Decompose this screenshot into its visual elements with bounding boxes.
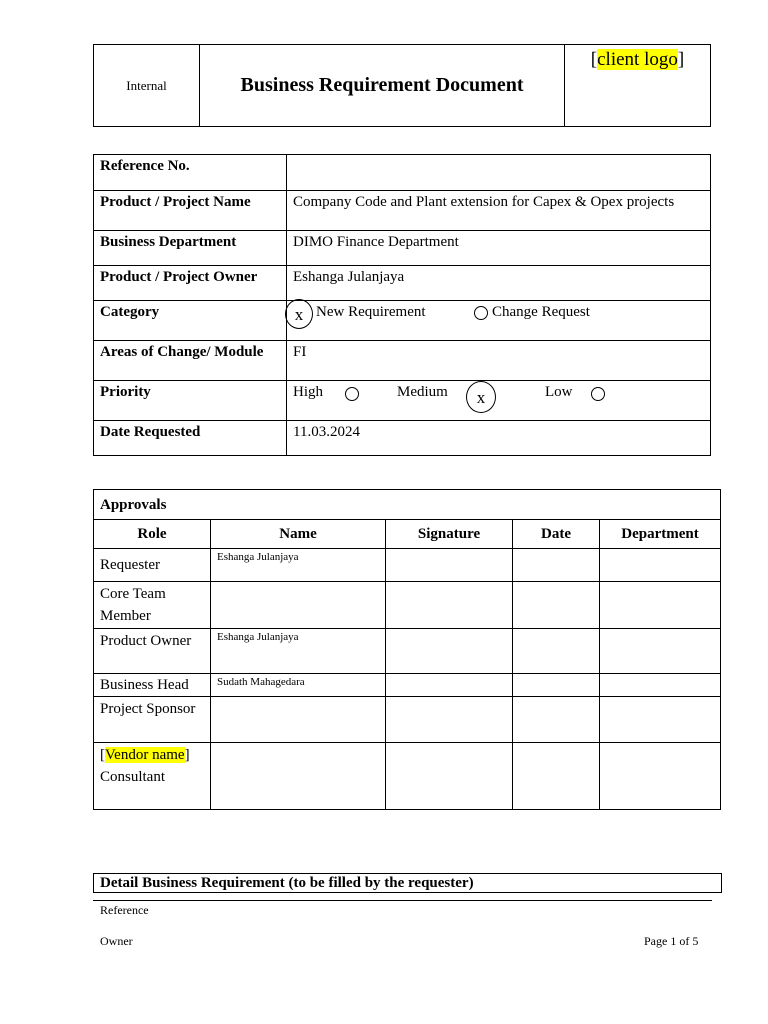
vendor-bracket-open: [ bbox=[100, 747, 105, 763]
project-name-label: Product / Project Name bbox=[94, 191, 287, 231]
approvals-table bbox=[93, 489, 721, 810]
role-cell: Business Head bbox=[94, 674, 211, 697]
approvals-title: Approvals bbox=[94, 490, 721, 520]
name-cell bbox=[211, 582, 386, 629]
footer-reference-label: Reference bbox=[100, 903, 149, 917]
department-label: Business Department bbox=[94, 231, 287, 266]
department-cell bbox=[600, 697, 721, 743]
page-number: Page 1 of 5 bbox=[644, 934, 699, 948]
signature-cell bbox=[386, 582, 513, 629]
table-row bbox=[94, 697, 721, 743]
signature-cell bbox=[386, 743, 513, 810]
date-cell bbox=[513, 674, 600, 697]
department-cell bbox=[600, 674, 721, 697]
priority-options bbox=[287, 381, 711, 421]
name-cell: Sudath Mahagedara bbox=[211, 674, 386, 697]
priority-label: Priority bbox=[94, 381, 287, 421]
option-change-request: Change Request bbox=[492, 304, 590, 320]
table-row bbox=[94, 582, 721, 629]
column-header-date: Date bbox=[513, 520, 600, 549]
department-cell bbox=[600, 629, 721, 674]
column-header-role: Role bbox=[94, 520, 211, 549]
priority-high-radio-icon bbox=[345, 387, 359, 401]
date-cell bbox=[513, 629, 600, 674]
logo-bracket-close: ] bbox=[677, 49, 685, 70]
role-cell: Product Owner bbox=[94, 629, 211, 674]
document-title: Business Requirement Document bbox=[200, 45, 565, 127]
department-value: DIMO Finance Department bbox=[287, 231, 711, 266]
consultant-label: Consultant bbox=[100, 769, 166, 785]
owner-label: Product / Project Owner bbox=[94, 266, 287, 301]
priority-medium-label: Medium bbox=[397, 384, 448, 400]
option-new-requirement: New Requirement bbox=[316, 304, 426, 320]
category-label: Category bbox=[94, 301, 287, 341]
change-request-radio-icon bbox=[474, 306, 488, 320]
vendor-name-placeholder: Vendor name bbox=[105, 747, 185, 763]
signature-cell bbox=[386, 697, 513, 743]
signature-cell bbox=[386, 674, 513, 697]
client-logo-placeholder bbox=[565, 45, 711, 127]
role-cell bbox=[94, 743, 211, 810]
signature-cell bbox=[386, 549, 513, 582]
table-row bbox=[94, 629, 721, 674]
signature-cell bbox=[386, 629, 513, 674]
category-options bbox=[287, 301, 711, 341]
priority-low-radio-icon bbox=[591, 387, 605, 401]
name-cell bbox=[211, 743, 386, 810]
table-row bbox=[94, 674, 721, 697]
role-cell: Core Team Member bbox=[94, 582, 211, 629]
date-cell bbox=[513, 743, 600, 810]
department-cell bbox=[600, 549, 721, 582]
role-cell: Requester bbox=[94, 549, 211, 582]
document-header bbox=[93, 44, 711, 127]
name-cell: Eshanga Julanjaya bbox=[211, 629, 386, 674]
footer-owner-label: Owner bbox=[100, 934, 133, 948]
areas-value: FI bbox=[287, 341, 711, 381]
reference-value bbox=[287, 155, 711, 191]
date-cell bbox=[513, 582, 600, 629]
category-selected-mark: x bbox=[285, 299, 313, 329]
name-cell bbox=[211, 697, 386, 743]
priority-low-label: Low bbox=[545, 384, 573, 400]
vendor-bracket-close: ] bbox=[184, 747, 190, 763]
classification-label: Internal bbox=[94, 45, 200, 127]
footer-divider bbox=[93, 900, 712, 901]
department-cell bbox=[600, 582, 721, 629]
column-header-signature: Signature bbox=[386, 520, 513, 549]
areas-label: Areas of Change/ Module bbox=[94, 341, 287, 381]
detail-requirement-heading: Detail Business Requirement (to be filled by the requester) bbox=[93, 873, 722, 893]
name-cell: Eshanga Julanjaya bbox=[211, 549, 386, 582]
project-name-value: Company Code and Plant extension for Capex & Opex projects bbox=[287, 191, 711, 231]
client-logo-text: client logo bbox=[597, 49, 678, 70]
date-cell bbox=[513, 549, 600, 582]
priority-selected-mark: x bbox=[466, 381, 496, 413]
date-cell bbox=[513, 697, 600, 743]
date-requested-label: Date Requested bbox=[94, 421, 287, 456]
column-header-name: Name bbox=[211, 520, 386, 549]
department-cell bbox=[600, 743, 721, 810]
role-cell: Project Sponsor bbox=[94, 697, 211, 743]
date-requested-value: 11.03.2024 bbox=[287, 421, 711, 456]
table-row bbox=[94, 549, 721, 582]
project-info-table bbox=[93, 154, 711, 456]
column-header-department: Department bbox=[600, 520, 721, 549]
table-row bbox=[94, 743, 721, 810]
reference-label: Reference No. bbox=[94, 155, 287, 191]
logo-bracket-open: [ bbox=[590, 49, 598, 70]
owner-value: Eshanga Julanjaya bbox=[287, 266, 711, 301]
priority-high-label: High bbox=[293, 384, 323, 400]
